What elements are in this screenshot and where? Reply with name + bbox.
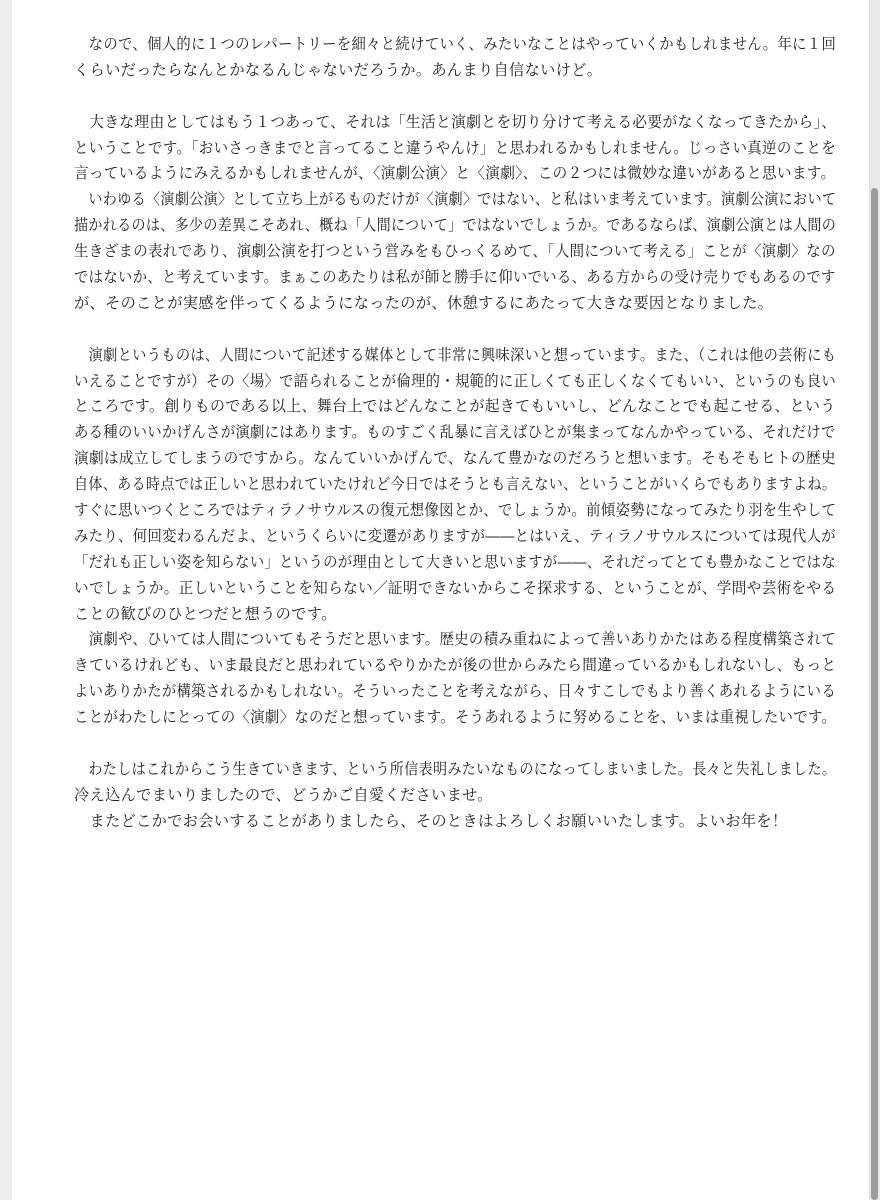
text-line: 生きざまの表れであり、演劇公演を打つという営みをもひっくるめて、「人間について考える」ことが〈演劇〉なの	[74, 242, 836, 261]
text-line: 言っているようにみえるかもしれませんが、〈演劇公演〉と〈演劇〉、この２つには微妙な違いがあると思います。	[74, 164, 836, 183]
text-line: 演劇は成立してしまうのですから。なんていいかげんで、なんて豊かなのだろうと想います。そもそもヒトの歴史	[74, 449, 836, 468]
text-line: すぐに思いつくところではティラノサウルスの復元想像図とか、でしょうか。前傾姿勢になってみたり羽を生やして	[74, 501, 837, 520]
text-line: が、そのことが実感を伴ってくるようになったのが、休憩するにあたって大きな要因となりました。	[74, 293, 774, 312]
text-line: ことがわたしにとっての〈演劇〉なのだと想っています。そうあれるように努めることを、いまは重視したいです。	[74, 708, 837, 727]
text-line: 演劇や、ひいては人間についてもそうだと思います。歴史の積み重ねによって善いありかたはある程度構築されて	[74, 630, 837, 649]
text-line: みたり、何回変わるんだよ、というくらいに変遷がありますが――とはいえ、ティラノサウルスについては現代人が	[74, 526, 836, 545]
text-line: いでしょうか。正しいということを知らない／証明できないからこそ探求する、ということが、学問や芸術をやる	[74, 578, 837, 597]
text-line: ではないか、と考えています。まぁこのあたりは私が師と勝手に仰いでいる、ある方からの受け売りでもあるのです	[74, 268, 836, 287]
text-line: きているけれども、いま最良だと思われているやりかたが後の世からみたら間違っているかもしれないし、もっと	[74, 656, 837, 675]
paragraph-gap	[74, 84, 834, 110]
viewer-margin	[0, 0, 12, 1200]
text-line: ことの歓びのひとつだと想うのです。	[74, 604, 337, 623]
text-line: ということです。「おいさっきまでと言ってること違うやんけ」と思われるかもしれません。じっさい真逆のことを	[74, 138, 837, 157]
paragraph-gap	[74, 317, 834, 343]
text-line: なので、個人的に１つのレパートリーを細々と続けていく、みたいなことはやっていくかもしれません。年に１回	[74, 35, 837, 53]
text-line: 大きな理由としてはもう１つあって、それは「生活と演劇とを切り分けて考える必要がなくなってきたから」、	[74, 112, 837, 131]
text-line: ある種のいいかげんさが演劇にはあります。ものすごく乱暴に言えばひとが集まってなんかやっている、それだけで	[74, 423, 836, 442]
text-line: 演劇というものは、人間について記述する媒体として非常に興味深いと想っています。また、（これは他の芸術にも	[74, 345, 837, 364]
text-line: またどこかでお会いすることがありましたら、そのときはよろしくお願いいたします。よいお年を！	[74, 811, 788, 830]
text-line: いえることですが）その〈場〉で語られることが倫理的・規範的に正しくても正しくなくてもいい、というのも良い	[74, 371, 836, 390]
text-line: くらいだったらなんとかなるんじゃないだろうか。あんまり自信ないけど。	[74, 60, 603, 79]
text-line: 「だれも正しい姿を知らない」というのが理由として大きいと思いますが――、それだってとても豊かなことではな	[74, 552, 836, 571]
document-body	[74, 32, 837, 835]
text-line: よいありかたが構築されるかもしれない。そういったことを考えながら、日々すこしでもより善くあれるようにいる	[74, 682, 836, 701]
text-line: 描かれるのは、多少の差異こそあれ、概ね「人間について」ではないでしょうか。であるならば、演劇公演とは人間の	[74, 216, 837, 235]
text-line: 冷え込んでまいりましたので、どうかご自愛くださいませ。	[74, 785, 493, 804]
text-line: ところです。創りものである以上、舞台上ではどんなことが起きてもいいし、どんなことでも起こせる、という	[74, 397, 836, 416]
text-line: いわゆる〈演劇公演〉として立ち上がるものだけが〈演劇〉ではない、と私はいま考えています。演劇公演において	[74, 190, 837, 209]
text-line: 自体、ある時点では正しいと思われていたけれど今日ではそうとも言えない、ということがいくらでもありますよね。	[74, 475, 837, 494]
paragraph-gap	[74, 731, 834, 757]
scrollbar-thumb[interactable]	[871, 188, 878, 1200]
document-page	[12, 0, 869, 1200]
text-line: わたしはこれからこう生きていきます、という所信表明みたいなものになってしまいました。長々と失礼しました。	[74, 759, 837, 778]
